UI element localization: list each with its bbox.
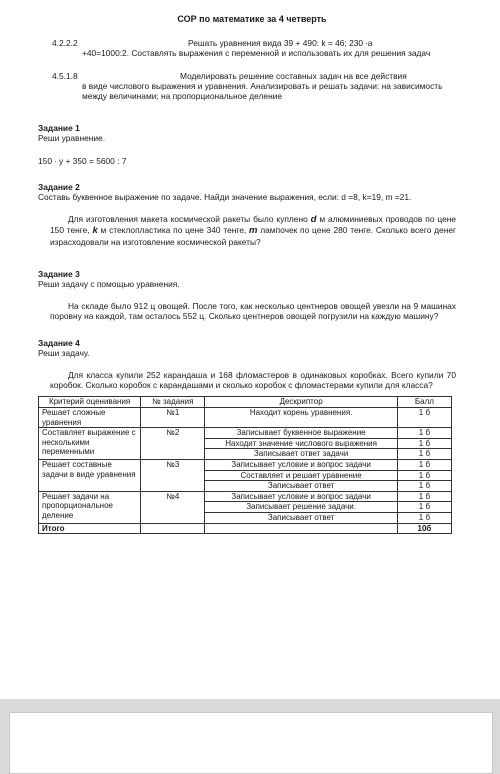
descriptor-cell: Записывает ответ xyxy=(205,481,398,492)
task-1-equation: 150 ∙ у + 350 = 5600 : 7 xyxy=(38,155,127,166)
criterion-cell: Решает составные задачи в виде уравнения xyxy=(39,460,141,492)
objective-text: Решать уравнения вида 39 + 490: k = 46; 230 ∙а xyxy=(188,38,373,49)
descriptor-cell: Составляет и решает уравнение xyxy=(205,470,398,481)
score-cell: 1 б xyxy=(397,438,451,449)
objective-1 xyxy=(52,38,466,58)
table-row xyxy=(39,460,452,471)
table-row xyxy=(39,491,452,502)
total-value: 10б xyxy=(397,523,451,534)
objective-code: 4.5.1.8 xyxy=(52,70,78,81)
score-cell: 1 б xyxy=(397,408,451,428)
header-descriptor: Дескриптор xyxy=(205,397,398,408)
score-cell: 1 б xyxy=(397,502,451,513)
descriptor-cell: Записывает условие и вопрос задачи xyxy=(205,460,398,471)
table-row xyxy=(39,408,452,428)
descriptor-cell: Находит корень уравнения. xyxy=(205,408,398,428)
criterion-cell: Решает задачи на пропорциональное деление xyxy=(39,491,141,523)
score-cell: 1 б xyxy=(397,491,451,502)
next-page-edge xyxy=(9,712,493,774)
score-cell: 1 б xyxy=(397,460,451,471)
task-cell: №2 xyxy=(141,428,205,460)
table-total-row xyxy=(39,523,452,534)
rubric-table xyxy=(38,396,452,534)
variable-d: d xyxy=(310,214,317,226)
descriptor-cell: Записывает ответ задачи xyxy=(205,449,398,460)
task-1-instruction: Реши уравнение. xyxy=(38,133,106,144)
descriptor-cell: Записывает решение задачи. xyxy=(205,502,398,513)
variable-m: m xyxy=(249,225,258,237)
objective-2 xyxy=(52,71,466,102)
task-1-heading: Задание 1 xyxy=(38,123,80,134)
task-cell: №4 xyxy=(141,491,205,523)
task-4-problem: Для класса купили 252 карандаша и 168 фломастеров в одинаковых коробках. Всего купили 70 коробок. Сколько коробок с карандашами и сколько коробок с фломастерами купили для класса? xyxy=(50,370,456,391)
task-2-heading: Задание 2 xyxy=(38,181,80,192)
header-criterion: Критерий оценивания xyxy=(39,397,141,408)
criterion-cell: Решает сложные уравнения xyxy=(39,408,141,428)
task-cell: №3 xyxy=(141,460,205,492)
page-title: СОР по математике за 4 четверть xyxy=(177,14,327,24)
header-score: Балл xyxy=(397,397,451,408)
score-cell: 1 б xyxy=(397,470,451,481)
score-cell: 1 б xyxy=(397,428,451,439)
task-3-instruction: Реши задачу с помощью уравнения. xyxy=(38,279,180,290)
table-header-row xyxy=(39,397,452,408)
score-cell: 1 б xyxy=(397,449,451,460)
header-task: № задания xyxy=(141,397,205,408)
score-cell: 1 б xyxy=(397,513,451,524)
task-2-instruction: Составь буквенное выражение по задаче. Найди значение выражения, если: d =8, k=19, m =21. xyxy=(38,192,412,203)
task-3-heading: Задание 3 xyxy=(38,268,80,279)
descriptor-cell: Записывает ответ xyxy=(205,513,398,524)
task-2-problem: Для изготовления макета космической ракеты было куплено d м алюминиевых проводов по цене 150 тенге, k м стеклопластика по цене 340 тенге, m лампочек по цене 280 тенге. Сколько всего денег израсходовали на изготовление космической ракеты? xyxy=(50,214,457,247)
objective-code: 4.2.2.2 xyxy=(52,38,78,49)
task-4-instruction: Реши задачу. xyxy=(38,347,90,358)
task-3-problem: На складе было 912 ц овощей. После того, как несколько центнеров овощей увезли на 9 машинах поровну на каждой, там осталось 552 ц. Сколько центнеров овощей погрузили на каждую машину? xyxy=(50,301,456,322)
objective-text-rest: +40=1000:2. Составлять выражения с переменной и использовать их для решения задач xyxy=(82,48,431,59)
task-4-heading: Задание 4 xyxy=(38,337,80,348)
score-cell: 1 б xyxy=(397,481,451,492)
descriptor-cell: Записывает буквенное выражение xyxy=(205,428,398,439)
descriptor-cell: Записывает условие и вопрос задачи xyxy=(205,491,398,502)
variable-k: k xyxy=(92,225,98,237)
descriptor-cell: Находит значение числового выражения xyxy=(205,438,398,449)
criterion-cell: Составляет выражение с несколькими переменными xyxy=(39,428,141,460)
objective-text-rest: в виде числового выражения и уравнения. Анализировать и решать задачи: на зависимость между величинами; на пропорциональное деление xyxy=(82,80,443,102)
objective-text: Моделировать решение составных задач на все действия xyxy=(180,70,407,81)
total-label: Итого xyxy=(39,523,141,534)
table-row xyxy=(39,428,452,439)
task-cell: №1 xyxy=(141,408,205,428)
